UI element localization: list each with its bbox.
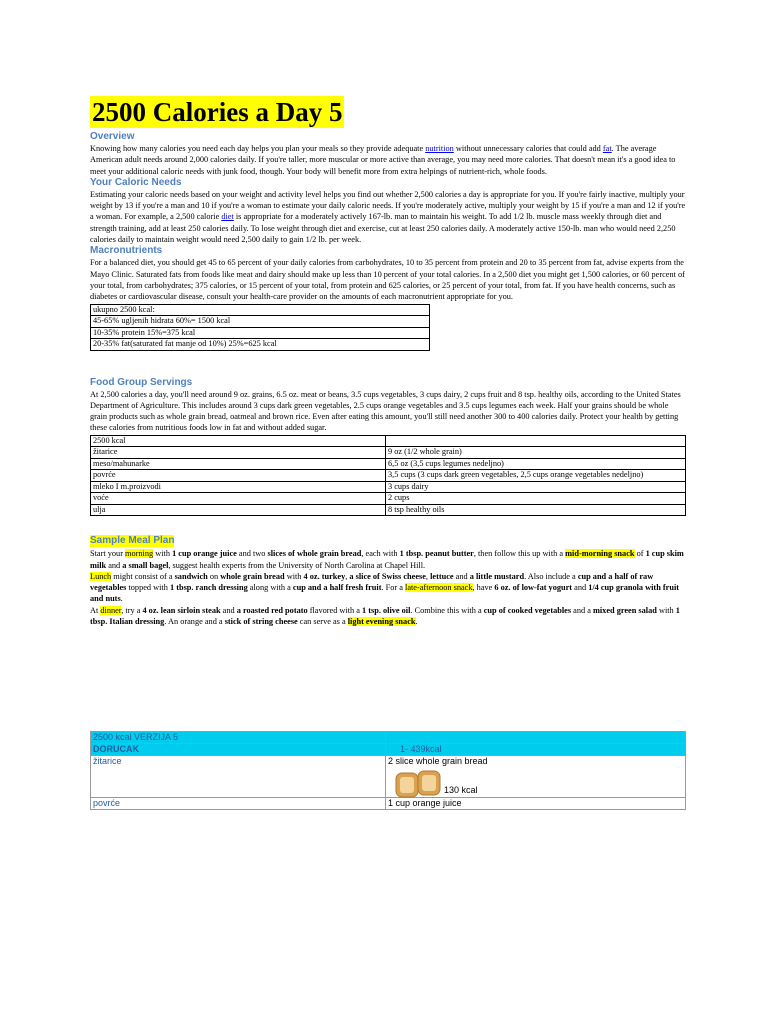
overview-text-2: without unnecessary calories that could add	[453, 144, 603, 153]
meal-label: DORUCAK	[91, 744, 386, 756]
macro-paragraph: For a balanced diet, you should get 45 to 65 percent of your daily calories from carbohydrates, 10 to 35 percent from protein and 20 to 35 percent from fat, advise experts from the Mayo Clinic. Saturated fats from foods like meat and dairy should make up less than 10 percent of your total calories. In a 2,500 diet you might get 1,500 calories, or 60 percent of your total, from carbohydrates; 375 calories, or 15 percent of your total, from protein and 625 calories, or 25 percent of your total, from fat. If you have health concerns, such as diabetes or cardiovascular disease, consult your health-care provider on the amounts of each macronutrient appropriate for you.	[90, 258, 685, 302]
caloric-text-1: Estimating your caloric needs based on your weight and activity level helps you find out whether 2,500 calories a day is appropriate for you. If you're fairly inactive, multiply your weight by 13 if you're a man and 10 if you're a woman to estimate your daily caloric needs. If you're moderately active, multiply your weight by 15 if you're a man and 12 if you're a woman. For example, a 2,500 calorie	[90, 189, 686, 222]
table-cell: mleko I m.proizvodi	[91, 481, 386, 493]
heading-overview: Overview	[90, 131, 135, 142]
table-row	[91, 481, 686, 493]
table-cell: 8 tsp healthy oils	[386, 504, 686, 516]
table-cell: 45-65% ugljenih hidrata 60%= 1500 kcal	[91, 316, 430, 328]
macro-table	[90, 304, 430, 351]
table-cell: 3 cups dairy	[386, 481, 686, 493]
table-row	[91, 504, 686, 516]
table-cell: 3,5 cups (3 cups dark green vegetables, 2,5 cups orange vegetables nedeljno)	[386, 470, 686, 482]
table-row	[91, 732, 686, 744]
document-page	[90, 96, 686, 810]
caloric-paragraph	[90, 189, 686, 245]
table-row	[91, 756, 686, 798]
table-cell: meso/mahunarke	[91, 458, 386, 470]
menu-header: 2500 kcal VERZIJA 5	[91, 732, 386, 744]
table-cell: 10-35% protein 15%=375 kcal	[91, 327, 430, 339]
page-title: 2500 Calories a Day 5	[92, 97, 343, 127]
food-paragraph: At 2,500 calories a day, you'll need around 9 oz. grains, 6.5 oz. meat or beans, 3.5 cups vegetables, 3 cups dairy, 2 cups fruit and 8 tsp. healthy oils, according to the United States Department of Agriculture. This includes around 3 cups dark green vegetables, 2.5 cups orange vegetables and 3.5 cups legumes each week. Half your grains should be whole grain products such as whole grain bread, oatmeal and brown rice. Even after eating this amount, you'll still need another 300 to 400 calories daily. Protect your health by getting these calories from nutritious foods low in fat and without added sugar.	[90, 389, 681, 433]
table-cell: povrće	[91, 470, 386, 482]
caloric-text-2: is appropriate for a moderately actively 167-lb. man to maintain his weight. To add 1/2 lb. muscle mass weekly through diet and strength training, add at least 250 calories daily. To lose weight through diet and exercise, cut at least 250 calories daily. A moderately active 150-lb. man who would need 2,250 calories daily to maintain weight would need 2,500 daily to gain 1/2 lb. per week.	[90, 212, 676, 245]
table-cell	[386, 756, 686, 798]
table-cell	[386, 732, 686, 744]
menu-item-text: 2 slice whole grain bread	[388, 756, 488, 767]
table-cell: 1 cup orange juice	[386, 798, 686, 810]
food-table	[90, 435, 686, 517]
table-cell: ukupno 2500 kcal:	[91, 304, 430, 316]
meal-kcal: 1- 439kcal	[386, 744, 686, 756]
overview-paragraph	[90, 143, 686, 177]
heading-macronutrients: Macronutrients	[90, 245, 163, 257]
overview-text-1: Knowing how many calories you need each day helps you plan your meals so they provide adequate	[90, 144, 426, 153]
link-diet[interactable]: diet	[221, 212, 234, 222]
overview-text-3: . The average American adult needs around 2,000 calories daily. If you're taller, more muscular or more active than average, you may need more calories. That doesn't mean it's a good idea to meet your additional caloric needs with junk food, though. Your body will benefit more from extra helpings of nutrient-rich, whole foods.	[90, 144, 676, 176]
table-cell: 6,5 oz (3,5 cups legumes nedeljno)	[386, 458, 686, 470]
table-row	[91, 447, 686, 459]
table-cell: ulja	[91, 504, 386, 516]
table-cell: 2 cups	[386, 493, 686, 505]
table-cell: 9 oz (1/2 whole grain)	[386, 447, 686, 459]
table-row	[91, 798, 686, 810]
heading-sample-meal-plan: Sample Meal Plan	[90, 535, 175, 547]
table-row	[91, 327, 430, 339]
meal-paragraph-1: Start your morning with 1 cup orange juice and two slices of whole grain bread, each with 1 tbsp. peanut butter, then follow this up with a mid-morning snack of 1 cup skim milk and a small bagel, suggest health experts from the University of North Carolina at Chapel Hill.	[90, 549, 684, 570]
table-cell: 2500 kcal	[91, 435, 386, 447]
meal-paragraph-2: Lunch might consist of a sandwich on whole grain bread with 4 oz. turkey, a slice of Swiss cheese, lettuce and a little mustard. Also include a cup and a half of raw vegetables topped with 1 tbsp. ranch dressing along with a cup and a half fresh fruit. For a late-afternoon snack, have 6 oz. of low-fat yogurt and 1/4 cup granola with fruit and nuts.	[90, 571, 680, 604]
table-cell	[386, 435, 686, 447]
link-fat[interactable]: fat	[602, 144, 612, 153]
table-cell: 20-35% fat(saturated fat manje od 10%) 25%=625 kcal	[91, 339, 430, 351]
table-cell: žitarice	[91, 756, 386, 798]
table-row	[91, 458, 686, 470]
bread-icon	[394, 769, 444, 799]
heading-food-group: Food Group Servings	[90, 376, 193, 388]
menu-item-kcal: 130 kcal	[444, 785, 478, 796]
table-row	[91, 304, 430, 316]
table-row	[91, 744, 686, 756]
table-row	[91, 493, 686, 505]
table-cell: voće	[91, 493, 386, 505]
table-row	[91, 316, 430, 328]
table-cell: žitarice	[91, 447, 386, 459]
table-row	[91, 470, 686, 482]
meal-paragraph-3: At dinner, try a 4 oz. lean sirloin steak and a roasted red potato flavored with a 1 tsp. olive oil. Combine this with a cup of cooked vegetables and a mixed green salad with 1 tbsp. Italian dressing. An orange and a stick of string cheese can serve as a light evening snack.	[90, 605, 680, 627]
table-row	[91, 435, 686, 447]
link-nutrition[interactable]: nutrition	[425, 144, 454, 153]
table-row	[91, 339, 430, 351]
table-cell: povrće	[91, 798, 386, 810]
heading-caloric-needs: Your Caloric Needs	[90, 176, 182, 188]
meal-menu-table	[90, 731, 686, 810]
